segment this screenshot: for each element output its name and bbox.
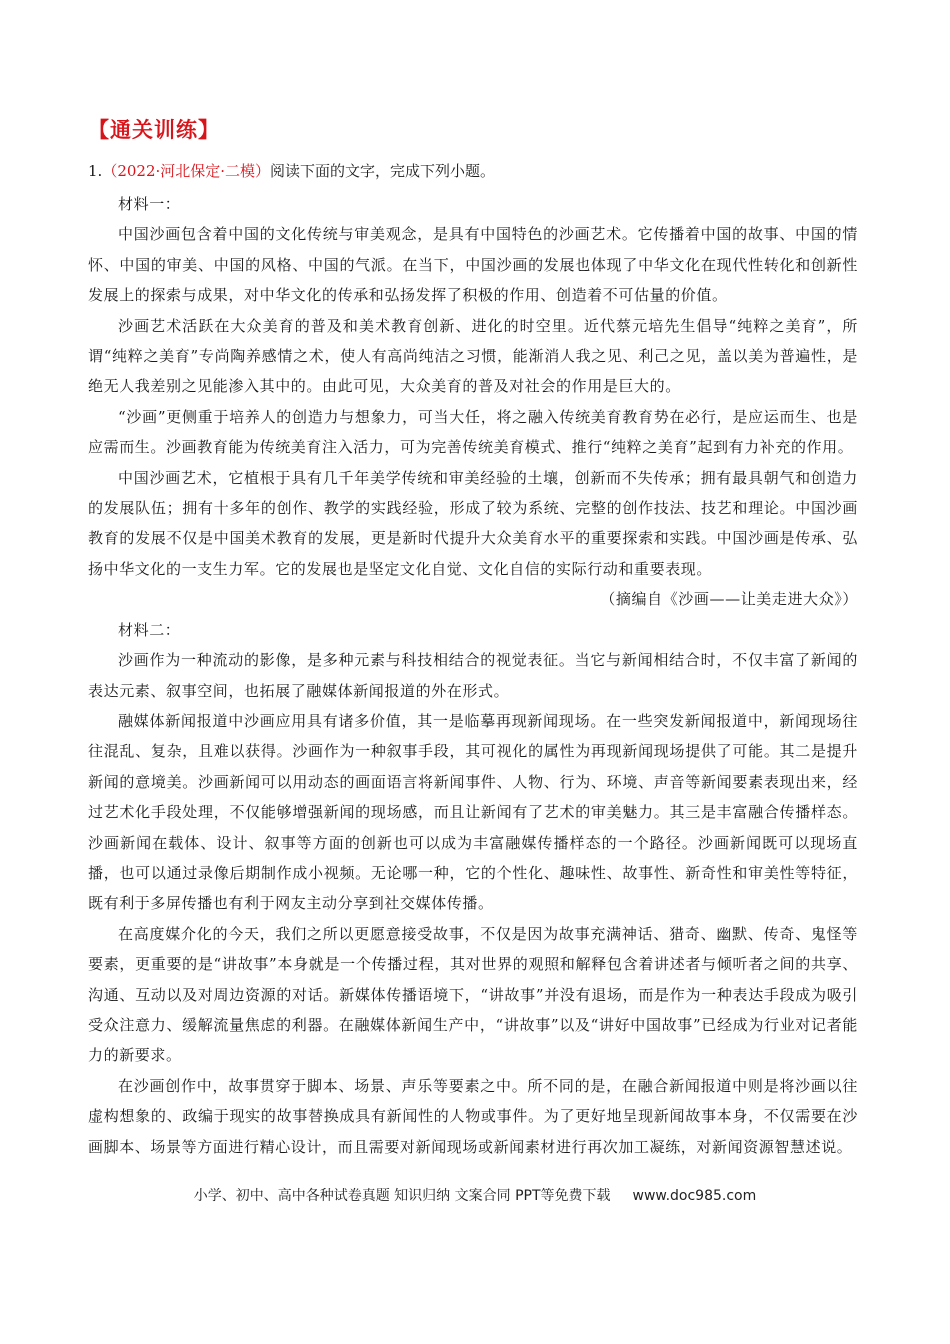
material-two-paragraph: 融媒体新闻报道中沙画应用具有诸多价值，其一是临摹再现新闻现场。在一些突发新闻报道中，新闻现场往往混乱、复杂，且难以获得。沙画作为一种叙事手段，其可视化的属性为再现新闻现场提供了可能。其二是提升新闻的意境美。沙画新闻可以用动态的画面语言将新闻事件、人物、行为、环境、声音等新闻要素表现出来，经过艺术化手段处理，不仅能够增强新闻的现场感，而且让新闻有了艺术的审美魅力。其三是丰富融合传播样态。沙画新闻在载体、设计、叙事等方面的创新也可以成为丰富融媒传播样态的一个路径。沙画新闻既可以现场直播，也可以通过录像后期制作成小视频。无论哪一种，它的个性化、趣味性、故事性、新奇性和审美性等特征，既有利于多屏传播也有利于网友主动分享到社交媒体传播。 [88, 711, 858, 913]
question-source: （2022·河北保定·二模） [102, 162, 271, 180]
footer-url[interactable]: www.doc985.com [632, 1188, 757, 1204]
material-one-paragraph: 中国沙画包含着中国的文化传统与审美观念，是具有中国特色的沙画艺术。它传播着中国的故事、中国的情怀、中国的审美、中国的风格、中国的气派。在当下，中国沙画的发展也体现了中华文化在现代性转化和创新性发展上的探索与成果，对中华文化的传承和弘扬发挥了积极的作用、创造着不可估量的价值。 [88, 225, 858, 305]
material-one-paragraph: 中国沙画艺术，它植根于具有几千年美学传统和审美经验的土壤，创新而不失传承；拥有最具朝气和创造力的发展队伍；拥有十多年的创作、教学的实践经验，形成了较为系统、完整的创作技法、技艺和理论。中国沙画教育的发展不仅是中国美术教育的发展，更是新时代提升大众美育水平的重要探索和实践。中国沙画是传承、弘扬中华文化的一支生力军。它的发展也是坚定文化自觉、文化自信的实际行动和重要表现。 [88, 468, 858, 578]
question-line [88, 160, 495, 182]
passage-body [88, 189, 858, 1162]
question-prompt: 阅读下面的文字，完成下列小题。 [270, 162, 496, 180]
material-one-paragraph: 沙画艺术活跃在大众美育的普及和美术教育创新、进化的时空里。近代蔡元培先生倡导“纯粹之美育”，所谓“纯粹之美育”专尚陶养感情之术，使人有高尚纯洁之习惯，能渐消人我之见、利己之见，盖以美为普遍性，是绝无人我差别之见能渗入其中的。由此可见，大众美育的普及对社会的作用是巨大的。 [88, 316, 858, 396]
material-two-label: 材料二： [118, 620, 181, 639]
material-two-paragraph: 在沙画创作中，故事贯穿于脚本、场景、声乐等要素之中。所不同的是，在融合新闻报道中则是将沙画以往虚构想象的、政编于现实的故事替换成具有新闻性的人物或事件。为了更好地呈现新闻故事本身，不仅需要在沙画脚本、场景等方面进行精心设计，而且需要对新闻现场或新闻素材进行再次加工凝练，对新闻资源智慧述说。 [88, 1076, 858, 1156]
material-one-citation: （摘编自《沙画——让美走进大众》） [600, 590, 858, 609]
material-two-paragraph: 沙画作为一种流动的影像，是多种元素与科技相结合的视觉表征。当它与新闻相结合时，不仅丰富了新闻的表达元素、叙事空间，也拓展了融媒体新闻报道的外在形式。 [88, 651, 858, 700]
page-footer [0, 1185, 950, 1205]
material-one-paragraph: “沙画”更侧重于培养人的创造力与想象力，可当大任，将之融入传统美育教育势在必行，是应运而生、也是应需而生。沙画教育能为传统美育注入活力，可为完善传统美育模式、推行“纯粹之美育”起到有力补充的作用。 [88, 407, 858, 457]
footer-text: 小学、初中、高中各种试卷真题 知识归纳 文案合同 PPT等免费下载 [193, 1188, 611, 1204]
question-number: 1. [88, 162, 103, 180]
section-title: 【通关训练】 [88, 118, 220, 142]
material-two-paragraph: 在高度媒介化的今天，我们之所以更愿意接受故事，不仅是因为故事充满神话、猎奇、幽默、传奇、鬼怪等要素，更重要的是“讲故事”本身就是一个传播过程，其对世界的观照和解释包含着讲述者与倾听者之间的共享、沟通、互动以及对周边资源的对话。新媒体传播语境下，“讲故事”并没有退场，而是作为一种表达手段成为吸引受众注意力、缓解流量焦虑的利器。在融媒体新闻生产中，“讲故事”以及“讲好中国故事”已经成为行业对记者能力的新要求。 [88, 924, 858, 1065]
material-one-label: 材料一： [118, 195, 181, 213]
